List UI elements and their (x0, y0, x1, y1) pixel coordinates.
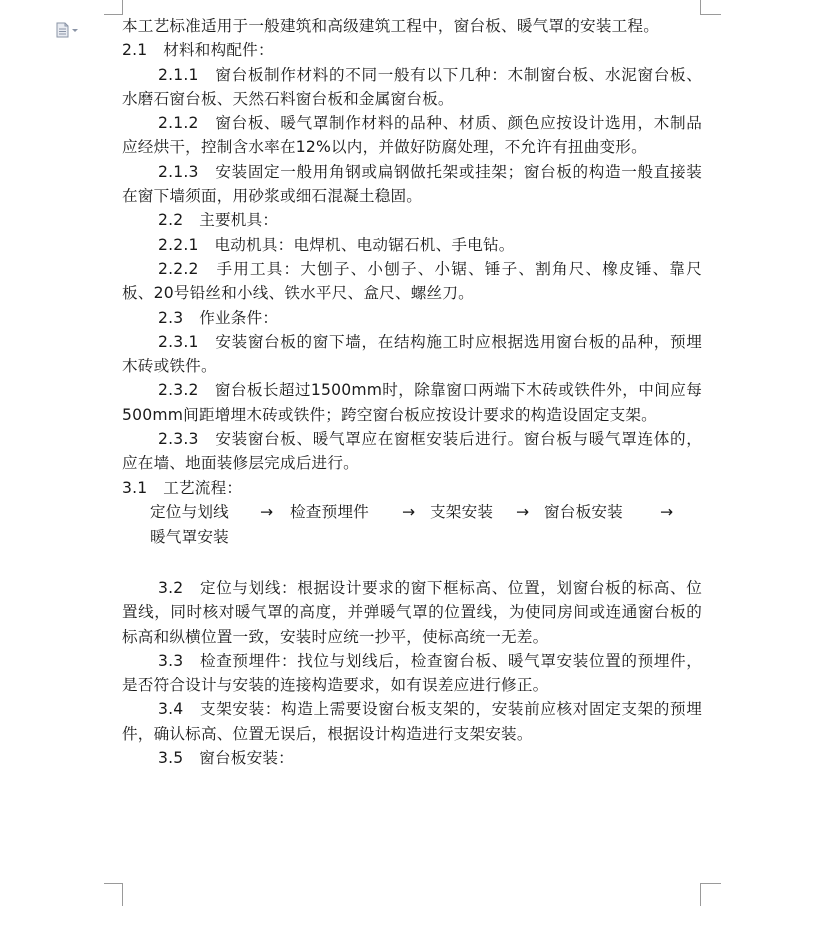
blank-line (122, 552, 702, 576)
flow-step-positioning: 定位与划线 (150, 502, 229, 521)
document-icon[interactable] (56, 22, 82, 38)
paragraph-2-3-3: 2.3.3 安装窗台板、暖气罩应在窗框安装后进行。窗台板与暖气罩连体的，应在墙、地面装修层完成后进行。 (122, 430, 702, 473)
page-corner-top-right (700, 0, 721, 15)
paragraph-2-3-1: 2.3.1 安装窗台板的窗下墙，在结构施工时应根据选用窗台板的品种，预埋木砖或铁件。 (122, 332, 702, 376)
process-flow (150, 500, 702, 552)
heading-3-5: 3.5 窗台板安装： (158, 749, 294, 768)
paragraph-2-1-1: 2.1.1 窗台板制作材料的不同一般有以下几种：木制窗台板、水泥窗台板、水磨石窗台板、天然石料窗台板和金属窗台板。 (122, 65, 702, 108)
paragraph-2-2-2: 2.2.2 手用工具：大刨子、小刨子、小锯、锤子、割角尺、橡皮锤、靠尺板、20号铅丝和小线、铁水平尺、盒尺、螺丝刀。 (122, 259, 702, 303)
page-corner-top-left (104, 0, 123, 15)
paragraph-2-2-1: 2.2.1 电动机具：电焊机、电动锯石机、手电钻。 (158, 235, 515, 254)
flow-step-check-embedded: 检查预埋件 (290, 502, 369, 521)
heading-2-3: 2.3 作业条件： (158, 308, 279, 327)
arrow-right-icon: → (660, 502, 674, 521)
heading-3-1: 3.1 工艺流程： (122, 478, 243, 497)
page-corner-bottom-left (104, 883, 123, 906)
paragraph-3-3: 3.3 检查预埋件：找位与划线后，检查窗台板、暖气罩安装位置的预埋件，是否符合设计与安装的连接构造要求，如有误差应进行修正。 (122, 651, 702, 695)
heading-2-1: 2.1 材料和构配件： (122, 41, 274, 60)
arrow-right-icon: → (402, 502, 416, 521)
heading-2-2: 2.2 主要机具： (158, 211, 279, 230)
paragraph-2-1-2: 2.1.2 窗台板、暖气罩制作材料的品种、材质、颜色应按设计选用，木制品应经烘干，控制含水率在12%以内，并做好防腐处理，不允许有扭曲变形。 (122, 114, 702, 157)
paragraph-2-3-2: 2.3.2 窗台板长超过1500mm时，除靠窗口两端下木砖或铁件外，中间应每500mm间距增埋木砖或铁件；跨空窗台板应按设计要求的构造设固定支架。 (122, 381, 702, 424)
document-body[interactable] (122, 14, 702, 770)
page-corner-bottom-right (700, 883, 721, 906)
flow-step-bracket: 支架安装 (430, 502, 494, 521)
arrow-right-icon: → (260, 502, 274, 521)
arrow-right-icon: → (516, 502, 530, 521)
paragraph-3-4: 3.4 支架安装：构造上需要设窗台板支架的，安装前应核对固定支架的预埋件，确认标高、位置无误后，根据设计构造进行支架安装。 (122, 700, 702, 743)
paragraph-2-1-3: 2.1.3 安装固定一般用角钢或扁钢做托架或挂架；窗台板的构造一般直接装在窗下墙须面，用砂浆或细石混凝土稳固。 (122, 162, 702, 206)
paragraph-3-2: 3.2 定位与划线：根据设计要求的窗下框标高、位置，划窗台板的标高、位置线，同时核对暖气罩的高度，并弹暖气罩的位置线，为使同房间或连通窗台板的标高和纵横位置一致，安装时应统一抄平，使标高统一无差。 (122, 578, 702, 646)
chevron-down-icon (72, 29, 78, 32)
flow-step-sill-board: 窗台板安装 (544, 502, 623, 521)
paragraph-scope: 本工艺标准适用于一般建筑和高级建筑工程中，窗台板、暖气罩的安装工程。 (122, 17, 659, 35)
flow-step-radiator-cover: 暖气罩安装 (150, 527, 229, 546)
